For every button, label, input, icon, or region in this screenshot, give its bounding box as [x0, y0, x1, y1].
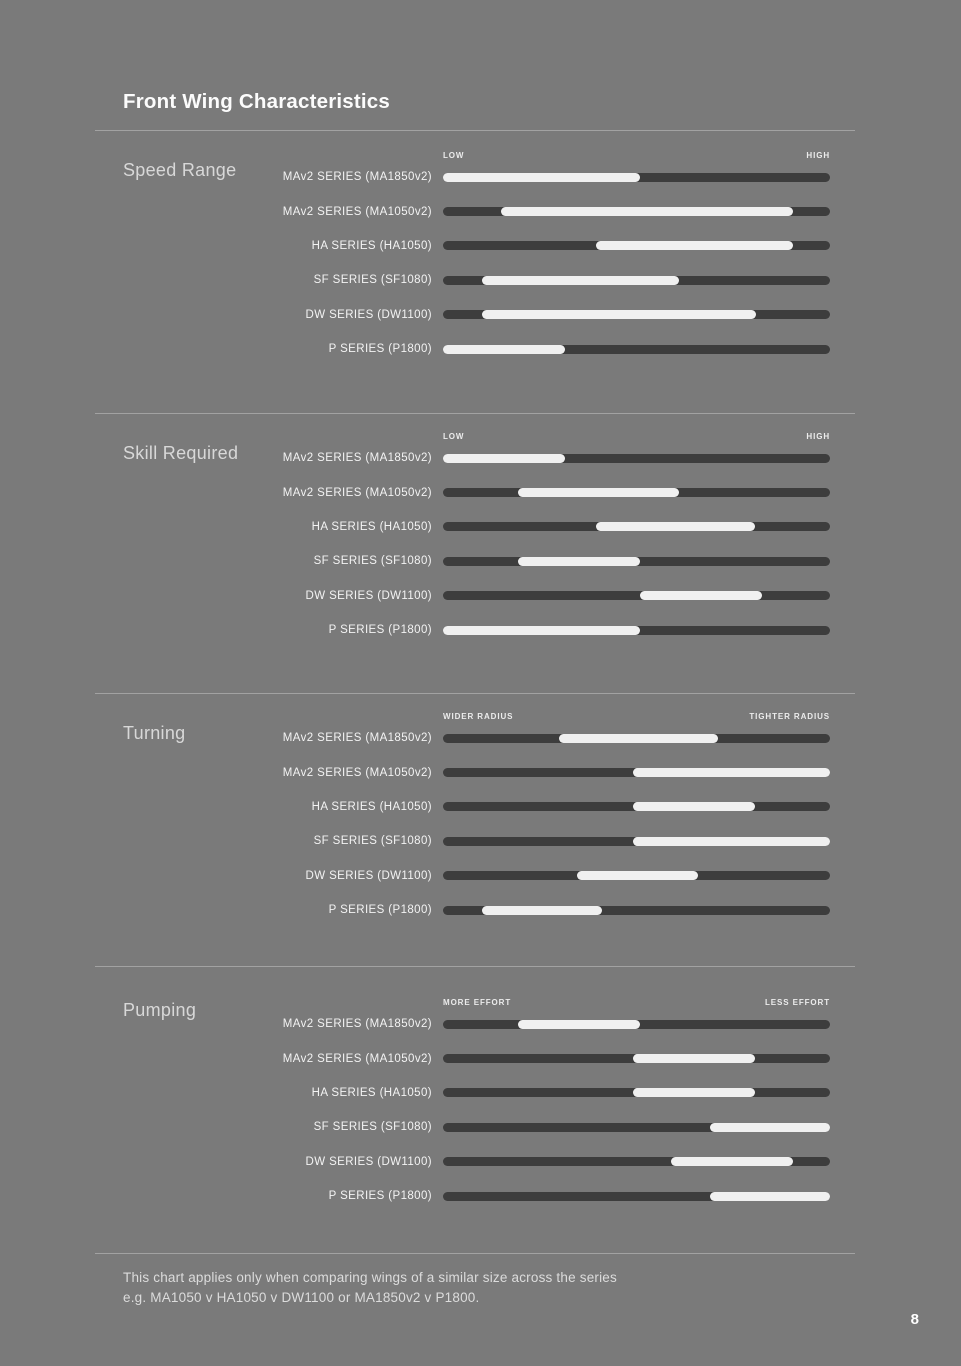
range-bar-fill	[633, 802, 755, 811]
series-row	[95, 475, 855, 509]
series-row	[95, 510, 855, 544]
series-row	[95, 263, 855, 297]
range-bar	[443, 173, 830, 182]
series-label: SF SERIES (SF1080)	[313, 835, 432, 848]
series-label: DW SERIES (DW1100)	[305, 589, 432, 602]
range-bar	[443, 454, 830, 463]
range-bar	[443, 557, 830, 566]
series-row	[95, 790, 855, 824]
section-title: Speed Range	[123, 160, 237, 180]
range-bar-fill	[518, 488, 679, 497]
series-row	[95, 1007, 855, 1041]
range-bar	[443, 1088, 830, 1097]
series-label: SF SERIES (SF1080)	[313, 555, 432, 568]
range-bar-fill	[559, 734, 718, 743]
series-label: MAv2 SERIES (MA1050v2)	[282, 486, 432, 499]
range-bar-fill	[577, 871, 699, 880]
range-bar	[443, 591, 830, 600]
series-label: DW SERIES (DW1100)	[305, 1155, 432, 1168]
section-turning	[95, 693, 855, 966]
footer-line-2: e.g. MA1050 v HA1050 v DW1100 or MA1850v2 v P1800.	[123, 1290, 480, 1305]
range-bar	[443, 276, 830, 285]
range-bar	[443, 1123, 830, 1132]
series-label: P SERIES (P1800)	[328, 343, 432, 356]
range-bar-fill	[501, 207, 793, 216]
scale-right-label: HIGH	[806, 432, 830, 441]
range-bar-fill	[443, 454, 565, 463]
series-label: HA SERIES (HA1050)	[311, 239, 432, 252]
range-bar-fill	[443, 345, 565, 354]
scale-left-label: LOW	[443, 432, 465, 441]
series-label: HA SERIES (HA1050)	[311, 800, 432, 813]
scale-labels	[443, 146, 830, 160]
page-header	[95, 0, 855, 130]
scale-labels	[443, 707, 830, 721]
series-label: SF SERIES (SF1080)	[313, 274, 432, 287]
scale-right-label: TIGHTER RADIUS	[749, 712, 830, 721]
series-row	[95, 721, 855, 755]
footer-line-1: This chart applies only when comparing wings of a similar size across the series	[123, 1270, 617, 1285]
range-bar-fill	[518, 1020, 640, 1029]
range-bar-fill	[482, 310, 757, 319]
range-bar	[443, 837, 830, 846]
series-row	[95, 893, 855, 927]
series-label: P SERIES (P1800)	[328, 624, 432, 637]
series-row	[95, 298, 855, 332]
range-bar-fill	[633, 768, 830, 777]
series-label: MAv2 SERIES (MA1850v2)	[282, 732, 432, 745]
series-row	[95, 1076, 855, 1110]
scale-labels	[443, 427, 830, 441]
range-bar-fill	[482, 276, 679, 285]
series-label: SF SERIES (SF1080)	[313, 1121, 432, 1134]
range-bar	[443, 1054, 830, 1063]
range-bar-fill	[633, 837, 830, 846]
series-label: MAv2 SERIES (MA1050v2)	[282, 1052, 432, 1065]
page-number: 8	[910, 1311, 919, 1328]
range-bar-fill	[633, 1088, 755, 1097]
series-row	[95, 332, 855, 366]
range-bar-fill	[596, 522, 755, 531]
range-bar	[443, 207, 830, 216]
series-label: MAv2 SERIES (MA1050v2)	[282, 205, 432, 218]
series-label: DW SERIES (DW1100)	[305, 869, 432, 882]
range-bar-fill	[596, 241, 793, 250]
section-speed-range	[95, 130, 855, 413]
range-bar	[443, 871, 830, 880]
section-pumping	[95, 966, 855, 1253]
series-row	[95, 824, 855, 858]
range-bar	[443, 626, 830, 635]
range-bar	[443, 1020, 830, 1029]
range-bar-fill	[710, 1192, 830, 1201]
range-bar-fill	[482, 906, 602, 915]
series-row	[95, 1110, 855, 1144]
scale-left-label: LOW	[443, 151, 465, 160]
series-row	[95, 194, 855, 228]
series-label: P SERIES (P1800)	[328, 904, 432, 917]
range-bar	[443, 1157, 830, 1166]
section-title: Turning	[123, 723, 186, 743]
series-label: MAv2 SERIES (MA1050v2)	[282, 766, 432, 779]
range-bar	[443, 734, 830, 743]
section-title: Pumping	[123, 1000, 197, 1020]
series-label: MAv2 SERIES (MA1850v2)	[282, 1018, 432, 1031]
series-label: HA SERIES (HA1050)	[311, 520, 432, 533]
series-label: DW SERIES (DW1100)	[305, 308, 432, 321]
scale-labels	[443, 993, 830, 1007]
range-bar-fill	[443, 626, 640, 635]
range-bar	[443, 241, 830, 250]
series-label: MAv2 SERIES (MA1850v2)	[282, 171, 432, 184]
series-label: HA SERIES (HA1050)	[311, 1086, 432, 1099]
range-bar	[443, 310, 830, 319]
page-title: Front Wing Characteristics	[123, 90, 391, 113]
series-row	[95, 1179, 855, 1213]
range-bar	[443, 802, 830, 811]
range-bar	[443, 768, 830, 777]
section-skill-required	[95, 413, 855, 693]
scale-right-label: HIGH	[806, 151, 830, 160]
range-bar-fill	[518, 557, 640, 566]
series-row	[95, 544, 855, 578]
footer-note	[95, 1253, 855, 1308]
range-bar-fill	[633, 1054, 755, 1063]
series-row	[95, 613, 855, 647]
series-row	[95, 1041, 855, 1075]
range-bar	[443, 488, 830, 497]
series-row	[95, 859, 855, 893]
series-row	[95, 229, 855, 263]
series-row	[95, 579, 855, 613]
series-label: P SERIES (P1800)	[328, 1190, 432, 1203]
scale-right-label: LESS EFFORT	[764, 998, 830, 1007]
series-row	[95, 755, 855, 789]
range-bar	[443, 345, 830, 354]
range-bar-fill	[671, 1157, 793, 1166]
scale-left-label: WIDER RADIUS	[443, 712, 514, 721]
range-bar	[443, 906, 830, 915]
scale-left-label: MORE EFFORT	[443, 998, 512, 1007]
range-bar-fill	[710, 1123, 830, 1132]
range-bar-fill	[640, 591, 762, 600]
range-bar-fill	[443, 173, 640, 182]
range-bar	[443, 1192, 830, 1201]
section-title: Skill Required	[123, 443, 239, 463]
range-bar	[443, 522, 830, 531]
series-label: MAv2 SERIES (MA1850v2)	[282, 452, 432, 465]
series-row	[95, 1145, 855, 1179]
